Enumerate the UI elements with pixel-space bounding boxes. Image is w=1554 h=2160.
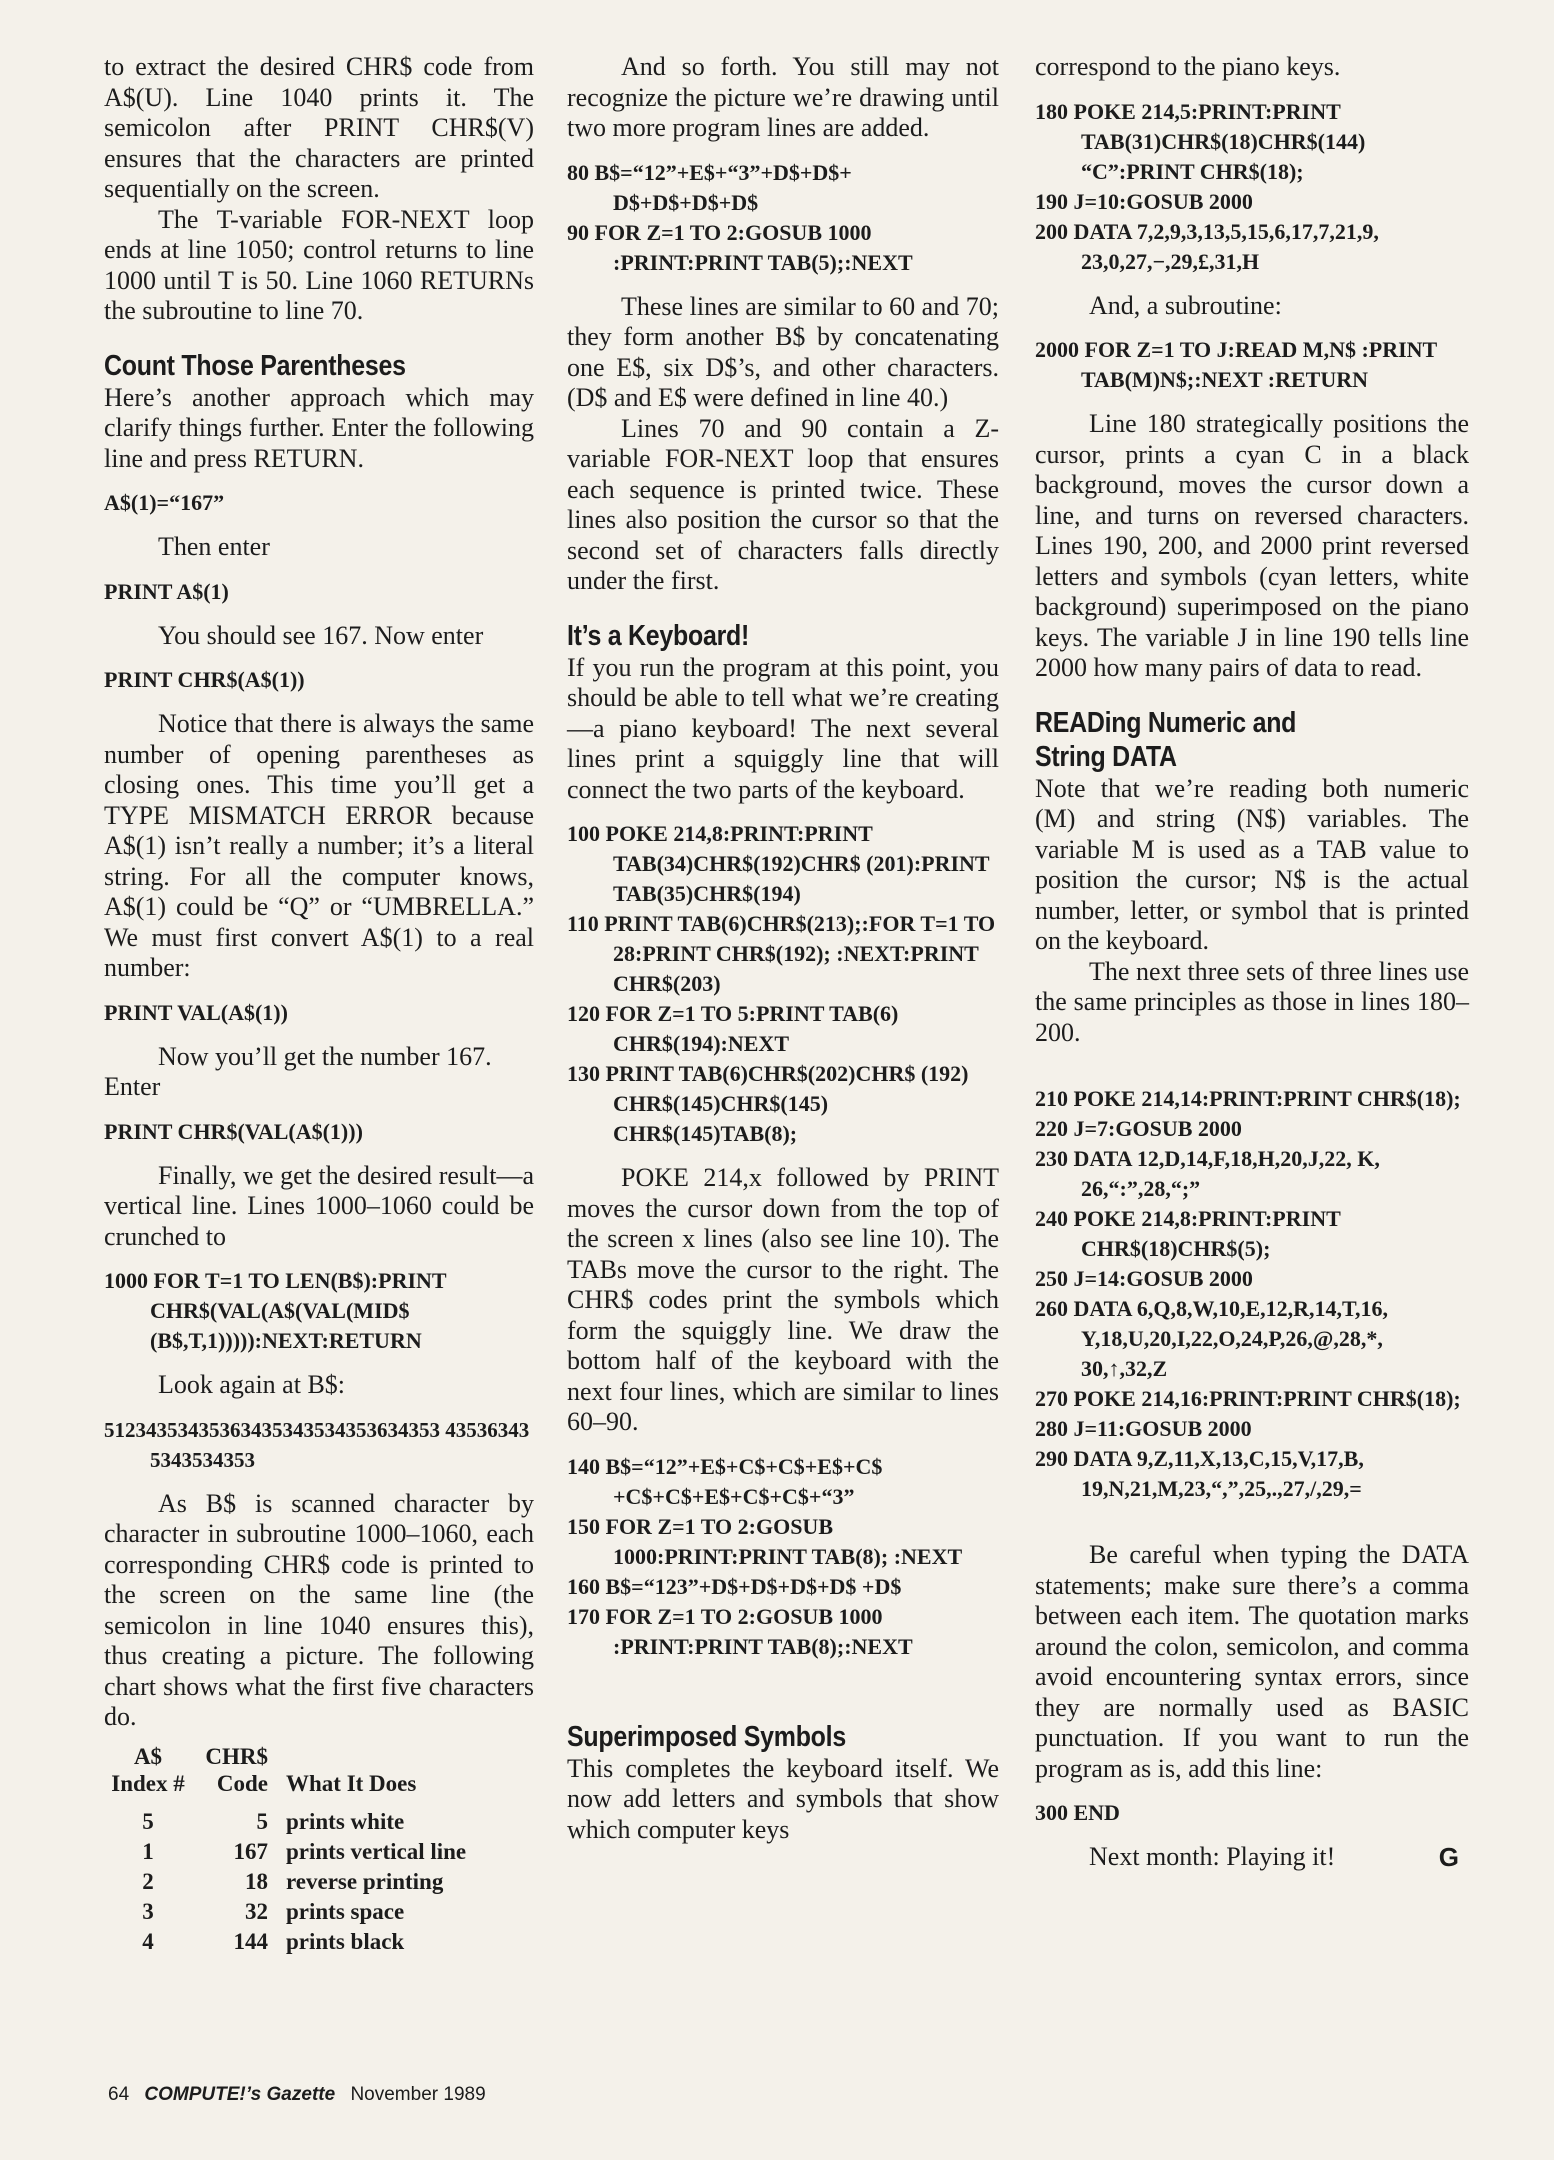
table-row: 2 18 reverse printing — [142, 1868, 444, 1894]
body-paragraph: Line 180 strategically positions the cursor, prints a cyan C in a black background, moves the cursor down a line, and turns on reversed characters. Lines 190, 200, and 2000 print reversed letters and symbols (cyan letters, white background) superimposed on the piano keys. The variable J in line 190 tells line 2000 how many pairs of data to read. — [1035, 409, 1469, 682]
section-heading: It’s a Keyboard! — [567, 619, 750, 652]
section-heading: Superimposed Symbols — [567, 1720, 846, 1753]
body-paragraph: correspond to the piano keys. — [1035, 52, 1341, 81]
body-paragraph: Lines 70 and 90 contain a Z-variable FOR-NEXT loop that ensures each sequence is printed twice. These lines also position the cursor so that the second set of characters falls directly under the first. — [567, 413, 999, 595]
next-month-text: Next month: Playing it! — [1089, 1842, 1336, 1871]
code-line: 160 B$=“123”+D$+D$+D$+D$ +D$ — [567, 1573, 902, 1599]
code-line: PRINT CHR$(VAL(A$(1))) — [104, 1118, 363, 1144]
table-row: 1 167 prints vertical line — [142, 1838, 467, 1864]
page-number: 64 — [108, 2084, 130, 2105]
code-line: 51234353435363435343534353634353 435363435343534353 — [104, 1417, 530, 1472]
body-paragraph: The T-variable FOR-NEXT loop ends at line 1050; control returns to line 1000 until T is 50. Line 1060 RETURNs the subroutine to line 70. — [104, 204, 534, 325]
code-block — [104, 665, 534, 695]
code-block — [1035, 335, 1469, 395]
body-paragraph: You should see 167. Now enter — [158, 620, 484, 650]
code-line: 1000 FOR T=1 TO LEN(B$):PRINT CHR$(VAL(A$(VAL(MID$ (B$,T,1))))):NEXT:RETURN — [104, 1268, 452, 1353]
column-2 — [567, 52, 999, 1845]
chr-code-table — [104, 1743, 516, 1957]
code-line: 260 DATA 6,Q,8,W,10,E,12,R,14,T,16, Y,18,U,20,I,22,O,24,P,26,@,28,*, 30,↑,32,Z — [1035, 1296, 1393, 1381]
code-line: PRINT A$(1) — [104, 578, 229, 604]
table-row: 5 5 prints white — [142, 1808, 405, 1834]
table-row: 3 32 prints space — [142, 1898, 405, 1924]
body-paragraph: And so forth. You still may not recognize the picture we’re drawing until two more program lines are added. — [567, 52, 999, 142]
code-line: 190 J=10:GOSUB 2000 — [1035, 188, 1253, 214]
body-paragraph: Notice that there is always the same number of opening parentheses as closing ones. This time you’ll get a TYPE MISMATCH ERROR because A$(1) isn’t really a number; it’s a literal string. For all the computer knows, A$(1) could be “Q” or “UMBRELLA.” We must first convert A$(1) to a real number: — [104, 709, 534, 982]
column-3 — [1035, 52, 1469, 1873]
magazine-title: COMPUTE!’s Gazette — [144, 2084, 336, 2105]
code-line: 300 END — [1035, 1800, 1120, 1825]
body-paragraph: If you run the program at this point, you should be able to tell what we’re creating—a piano keyboard! The next several lines print a squiggly line that will connect the two parts of the keyboard. — [567, 652, 999, 804]
body-paragraph: Then enter — [158, 532, 270, 561]
body-paragraph: And, a subroutine: — [1089, 290, 1282, 320]
code-line: PRINT CHR$(A$(1)) — [104, 667, 305, 692]
body-paragraph: As B$ is scanned character by character in subroutine 1000–1060, each corresponding CHR$ code is printed to the screen on the same line (the semicolon in line 1040 ensures this), thus creating a picture. The following chart shows what the first five characters do. — [104, 1488, 534, 1731]
table-row: 4 144 prints black — [142, 1928, 405, 1954]
code-line: 170 FOR Z=1 TO 2:GOSUB 1000 :PRINT:PRINT TAB(8);:NEXT — [567, 1603, 913, 1659]
body-paragraph: Note that we’re reading both numeric (M) and string (N$) variables. The variable M is used as a TAB value to position the cursor; N$ is the actual number, letter, or symbol that is printed on the keyboard. — [1035, 773, 1469, 955]
body-paragraph: Look again at B$: — [158, 1370, 346, 1399]
closing-line — [1035, 1842, 1469, 1873]
code-line: 80 B$=“12”+E$+“3”+D$+D$+ D$+D$+D$+D$ — [567, 159, 858, 215]
code-block — [104, 1415, 534, 1475]
code-line: 150 FOR Z=1 TO 2:GOSUB 1000:PRINT:PRINT TAB(8); :NEXT — [567, 1513, 963, 1569]
code-line: 280 J=11:GOSUB 2000 — [1035, 1416, 1252, 1441]
code-line: 2000 FOR Z=1 TO J:READ M,N$ :PRINT TAB(M)N$;:NEXT :RETURN — [1035, 337, 1442, 392]
code-line: 270 POKE 214,16:PRINT:PRINT CHR$(18); — [1035, 1386, 1461, 1411]
body-paragraph: Now you’ll get the number 167. Enter — [104, 1041, 492, 1101]
code-line: 120 FOR Z=1 TO 5:PRINT TAB(6) CHR$(194):NEXT — [567, 1001, 904, 1056]
code-line: 200 DATA 7,2,9,3,13,5,15,6,17,7,21,9, 23,0,27,−,29,£,31,H — [1035, 218, 1385, 274]
code-block — [104, 1117, 534, 1147]
body-paragraph: POKE 214,x followed by PRINT moves the cursor down from the top of the screen x lines (also see line 10). The TABs move the cursor to the right. The CHR$ codes print the symbols which form the squiggly line. We draw the bottom half of the keyboard with the next four lines, which are similar to lines 60–90. — [567, 1163, 999, 1436]
code-line: 100 POKE 214,8:PRINT:PRINT TAB(34)CHR$(192)CHR$ (201):PRINT TAB(35)CHR$(194) — [567, 821, 995, 906]
section-heading: READing Numeric and String DATA — [1035, 706, 1297, 773]
body-paragraph: These lines are similar to 60 and 70; they form another B$ by concatenating one E$, six D$’s, and other characters. (D$ and E$ were defined in line 40.) — [567, 291, 999, 412]
code-block — [1035, 97, 1469, 277]
body-paragraph: This completes the keyboard itself. We now add letters and symbols that show which computer keys — [567, 1753, 999, 1844]
body-paragraph: to extract the desired CHR$ code from A$(U). Line 1040 prints it. The semicolon after PRINT CHR$(V) ensures that the characters are printed sequentially on the screen. — [104, 52, 534, 203]
body-paragraph: The next three sets of three lines use the same principles as those in lines 180–200. — [1035, 956, 1469, 1047]
code-block — [567, 158, 999, 278]
body-paragraph: Here’s another approach which may clarify things further. Enter the following line and press RETURN. — [104, 382, 534, 473]
code-block — [104, 488, 534, 518]
code-line: 240 POKE 214,8:PRINT:PRINT CHR$(18)CHR$(5); — [1035, 1206, 1346, 1261]
table-header: What It Does — [286, 1770, 417, 1796]
column-1 — [104, 52, 534, 1957]
page-footer — [108, 2084, 486, 2106]
code-line: 140 B$=“12”+E$+C$+C$+E$+C$ +C$+C$+E$+C$+C$+“3” — [567, 1453, 888, 1509]
code-block — [567, 819, 999, 1149]
code-block — [1035, 1798, 1469, 1828]
code-line: 290 DATA 9,Z,11,X,13,C,15,V,17,B, 19,N,21,M,23,“,”,25,.,27,/,29,= — [1035, 1446, 1370, 1501]
code-line: 250 J=14:GOSUB 2000 — [1035, 1266, 1253, 1291]
body-paragraph: Finally, we get the desired result—a vertical line. Lines 1000–1060 could be crunched to — [104, 1160, 534, 1251]
code-line: 110 PRINT TAB(6)CHR$(213);:FOR T=1 TO 28:PRINT CHR$(192); :NEXT:PRINT CHR$(203) — [567, 911, 1001, 996]
code-line: A$(1)=“167” — [104, 490, 225, 515]
table-header: CHR$ Code — [205, 1743, 268, 1796]
code-block — [104, 1266, 534, 1356]
code-line: PRINT VAL(A$(1)) — [104, 999, 288, 1025]
code-block — [104, 998, 534, 1028]
code-block — [1035, 1084, 1469, 1504]
code-line: 210 POKE 214,14:PRINT:PRINT CHR$(18); — [1035, 1086, 1461, 1111]
code-line: 90 FOR Z=1 TO 2:GOSUB 1000 :PRINT:PRINT TAB(5);:NEXT — [567, 219, 913, 275]
code-block — [567, 1452, 999, 1662]
end-mark: G — [1438, 1842, 1459, 1872]
code-line: 180 POKE 214,5:PRINT:PRINT TAB(31)CHR$(18)CHR$(144) “C”:PRINT CHR$(18); — [1035, 98, 1371, 184]
issue-date: November 1989 — [350, 2084, 486, 2105]
code-line: 230 DATA 12,D,14,F,18,H,20,J,22, K, 26,“:”,28,“;” — [1035, 1146, 1386, 1201]
table-header: A$ Index # — [111, 1743, 185, 1796]
code-block — [104, 577, 534, 607]
code-line: 220 J=7:GOSUB 2000 — [1035, 1116, 1242, 1141]
section-heading: Count Those Parentheses — [104, 349, 406, 382]
body-paragraph: Be careful when typing the DATA statements; make sure there’s a comma between each item. The quotation marks around the colon, semicolon, and comma avoid encountering syntax errors, since they are normally used as BASIC punctuation. If you want to run the program as is, add this line: — [1035, 1540, 1469, 1783]
code-line: 130 PRINT TAB(6)CHR$(202)CHR$ (192) CHR$(145)CHR$(145) CHR$(145)TAB(8); — [567, 1061, 974, 1146]
